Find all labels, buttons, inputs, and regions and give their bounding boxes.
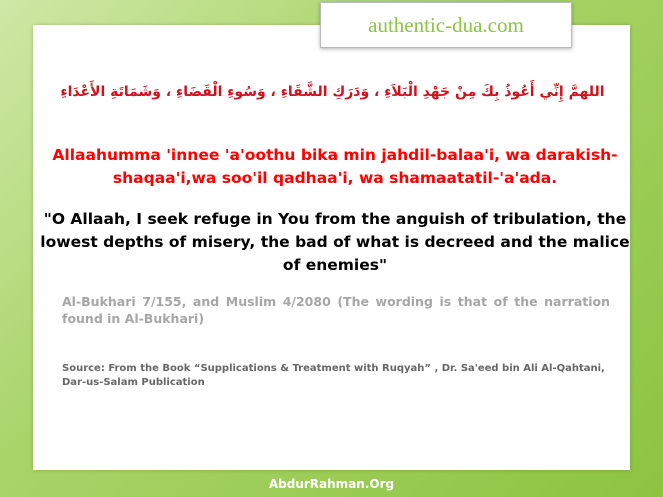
site-label: authentic-dua.com bbox=[320, 2, 572, 48]
footer-site: AbdurRahman.Org bbox=[268, 477, 395, 491]
hadith-reference: Al-Bukhari 7/155, and Muslim 4/2080 (The wording is that of the narration found in Al-Bukhari) bbox=[62, 294, 610, 326]
transliteration: Allaahumma 'innee 'a'oothu bika min jahdil-balaa'i, wa darakish-shaqaa'i,wa soo'il qadhaa'i, wa shamaatatil-'a'ada. bbox=[52, 146, 618, 187]
translation: "O Allaah, I seek refuge in You from the anguish of tribulation, the lowest depths of misery, the bad of what is decreed and the malice of enemies" bbox=[40, 210, 630, 274]
source-citation: Source: From the Book “Supplications & Treatment with Ruqyah” , Dr. Sa'eed bin Ali Al-Qahtani, Dar-us-Salam Publication bbox=[62, 363, 605, 388]
arabic-dua: اللهمَّ إِنِّي أَعُوذُ بِكَ مِنْ جَهْدِ الْبَلاَءِ ، وَدَرَكِ الشَّقَاءِ ، وَسُوءِ الْقَضَاءِ ، وَشَمَاتَةِ الأَعْدَاءِ bbox=[60, 84, 605, 100]
